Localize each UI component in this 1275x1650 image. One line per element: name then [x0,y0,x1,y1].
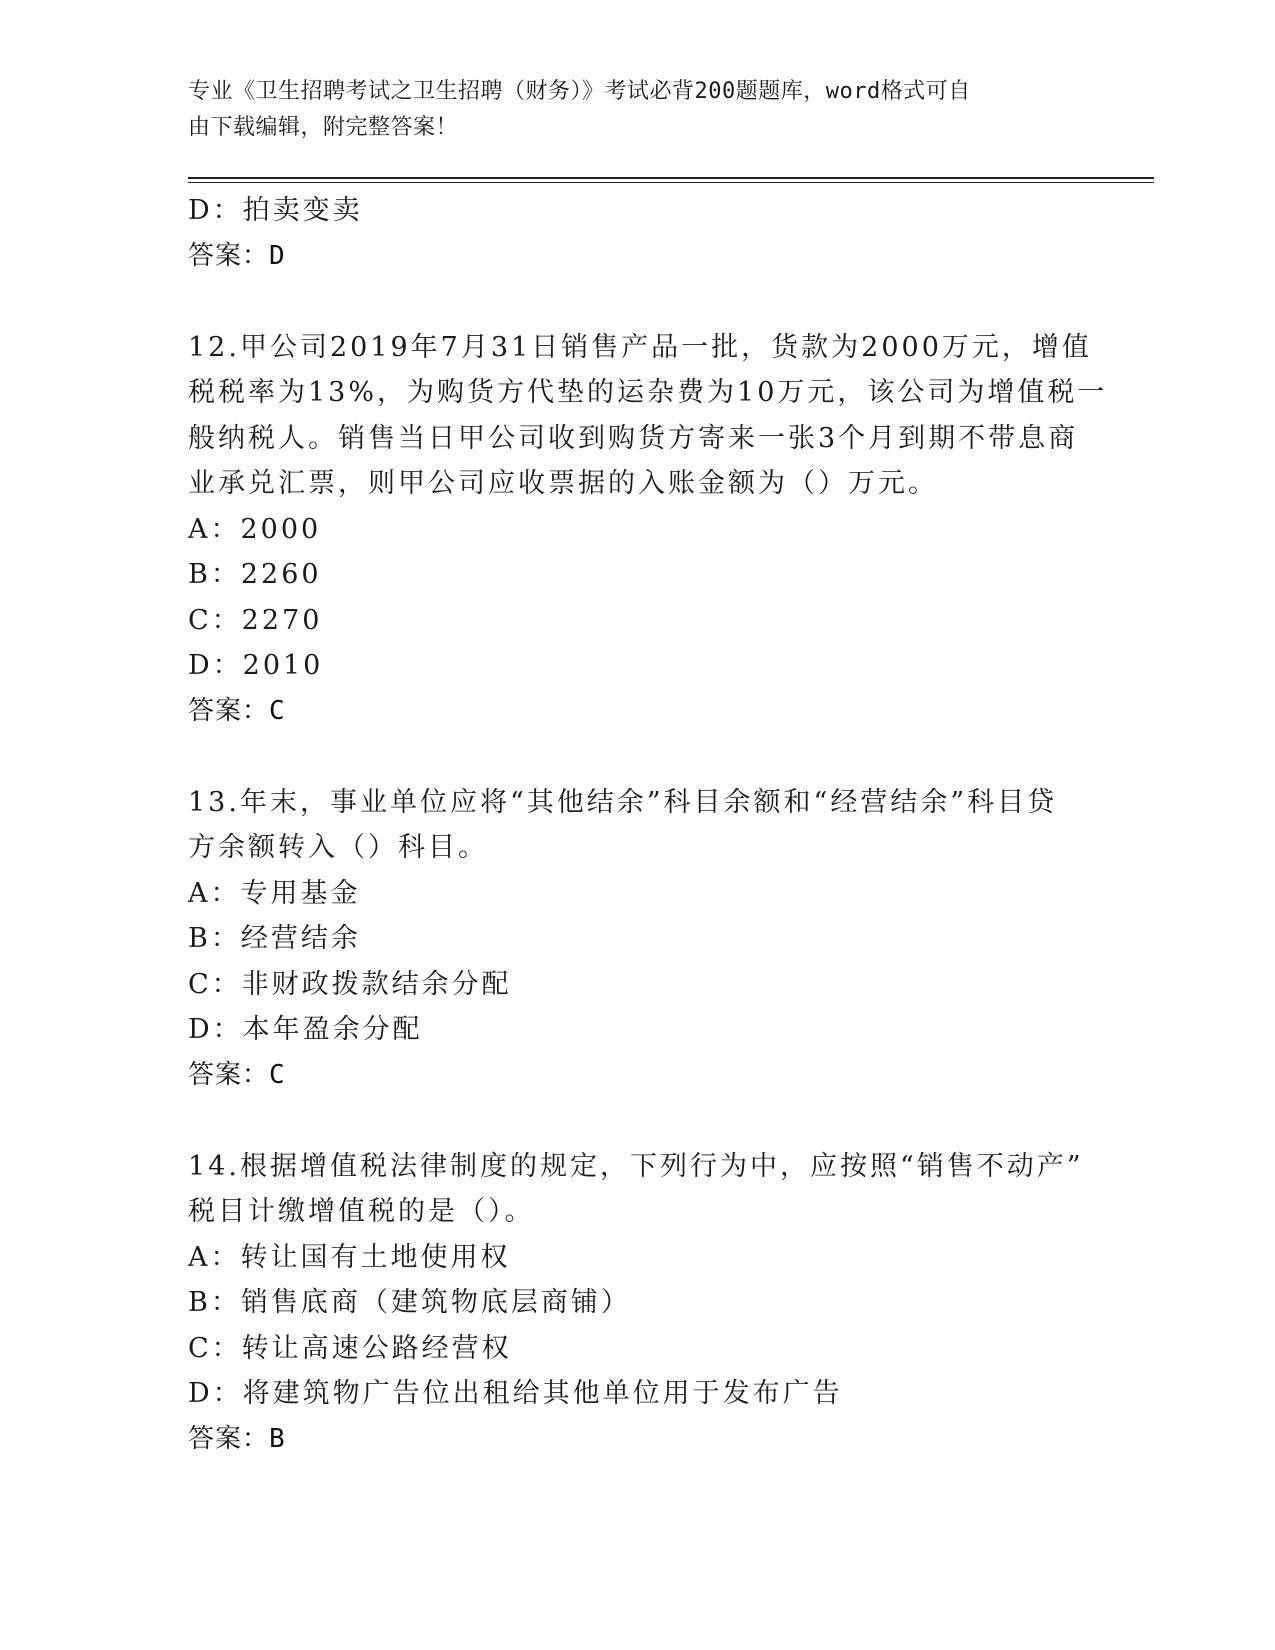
option-a: A：专用基金 [188,877,361,909]
spacer [188,1098,1088,1144]
option-a: A：转让国有土地使用权 [188,1241,511,1273]
option-b: B：经营结余 [188,923,361,954]
header-line-2: 由下载编辑，附完整答案！ [188,115,459,140]
question-stem-line: 14.根据增值税法律制度的规定，下列行为中，应按照“销售不动产” [188,1150,1084,1182]
answer-line: 答案：D [188,240,286,271]
option-a: A：2000 [188,513,322,545]
answer-line: 答案：B [188,1423,286,1454]
question-stem-line: 13.年末，事业单位应将“其他结余”科目余额和“经营结余”科目贷 [188,786,1058,818]
option-d: D：将建筑物广告位出租给其他单位用于发布广告 [188,1378,843,1409]
document-body [188,188,1108,1462]
answer-line: 答案：C [188,1059,286,1090]
question-stem-line: 般纳税人。销售当日甲公司收到购货方寄来一张3个月到期不带息商 [188,422,1079,454]
option-c: C：2270 [188,604,323,636]
question-stem-line: 税目计缴增值税的是（）。 [188,1196,535,1227]
option-c: C：非财政拨款结余分配 [188,968,512,1000]
question-13 [188,780,1088,1099]
header-divider-thin [188,182,1154,183]
option-d: D：拍卖变卖 [188,195,363,226]
question-stem-line: 业承兑汇票，则甲公司应收票据的入账金额为（）万元。 [188,468,938,499]
option-c: C：转让高速公路经营权 [188,1332,512,1364]
question-14 [188,1144,1088,1463]
option-b: B：销售底商（建筑物底层商铺） [188,1287,631,1318]
question-12 [188,325,1108,735]
spacer [188,734,1088,780]
page-header [188,74,1068,146]
option-b: B：2260 [188,559,322,590]
option-d: D：本年盈余分配 [188,1014,423,1045]
question-stem-line: 12.甲公司2019年7月31日销售产品一批，货款为2000万元，增值 [188,331,1092,363]
header-line-1: 专业《卫生招聘考试之卫生招聘（财务）》考试必背200题题库，word格式可自 [188,79,971,104]
question-stem-line: 税税率为13%，为购货方代垫的运杂费为10万元，该公司为增值税一 [188,377,1108,408]
header-divider-thick [188,177,1154,179]
option-d: D：2010 [188,650,324,681]
answer-line: 答案：C [188,695,286,726]
previous-question-tail [188,188,1088,279]
spacer [188,279,1088,325]
question-stem-line: 方余额转入（）科目。 [188,832,488,863]
